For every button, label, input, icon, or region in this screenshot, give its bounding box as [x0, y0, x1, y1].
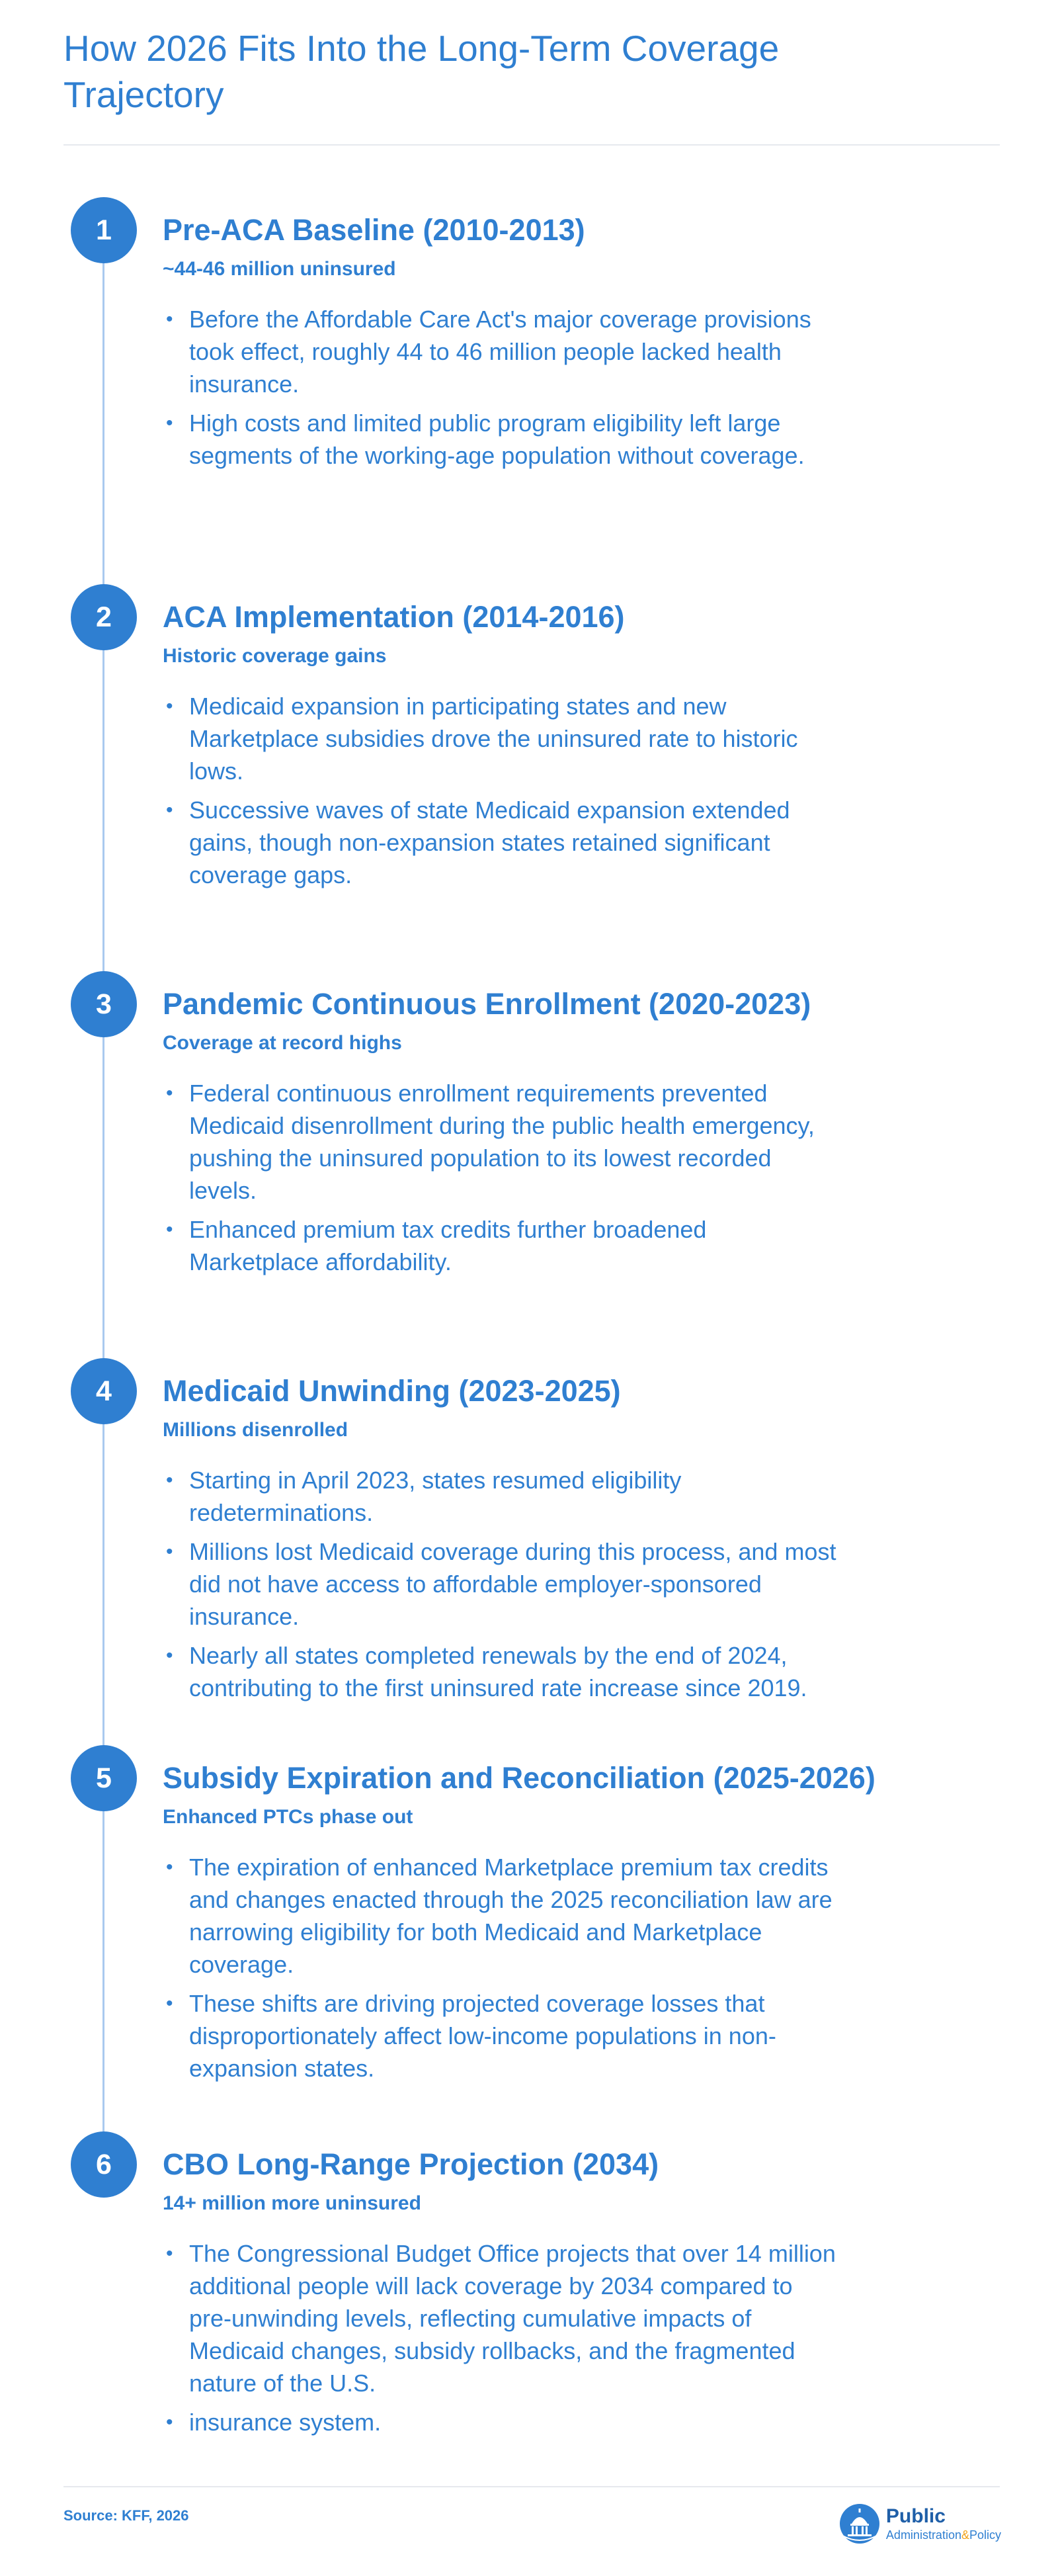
logo-subtitle: Administration&Policy — [885, 2528, 1001, 2542]
milestone-title: ACA Implementation (2014-2016) — [163, 600, 625, 634]
milestone-subtitle: 14+ million more uninsured — [163, 2192, 421, 2214]
milestone-bullet-list — [163, 2237, 837, 2445]
capitol-dome-icon — [838, 2503, 881, 2545]
bullet-item: • The expiration of enhanced Marketplace premium tax credits and changes enacted through the 2025 reconciliation law are narrowing eligibility for both Medicaid and Marketplace coverage. — [163, 1851, 837, 1981]
bullet-item: • Medicaid expansion in participating states and new Marketplace subsidies drove the uninsured rate to historic lows. — [163, 690, 837, 787]
step-number-badge: 3 — [71, 971, 137, 1037]
milestone-subtitle: Enhanced PTCs phase out — [163, 1806, 413, 1828]
timeline-line — [102, 230, 104, 2165]
milestone-subtitle: ~44-46 million uninsured — [163, 258, 396, 280]
bullet-item: • Federal continuous enrollment requirements prevented Medicaid disenrollment during the public health emergency, pushing the uninsured population to its lowest recorded levels. — [163, 1077, 837, 1207]
step-number-badge: 1 — [71, 197, 137, 263]
header-divider — [63, 144, 1000, 146]
milestone-title: CBO Long-Range Projection (2034) — [163, 2147, 659, 2181]
bullet-item: • The Congressional Budget Office projects that over 14 million additional people will lack coverage by 2034 compared to pre-unwinding levels, reflecting cumulative impacts of Medicaid changes, subsidy rollbacks, and the fragmented nature of the U.S. — [163, 2237, 837, 2399]
milestone-subtitle: Millions disenrolled — [163, 1419, 348, 1441]
bullet-item: • Nearly all states completed renewals by the end of 2024, contributing to the first uninsured rate increase since 2019. — [163, 1639, 837, 1704]
logo-name: Public — [885, 2505, 946, 2527]
milestone-title: Pandemic Continuous Enrollment (2020-2023) — [163, 987, 811, 1021]
milestone-bullet-list — [163, 690, 837, 898]
milestone-bullet-list — [163, 1851, 837, 2091]
milestone-title: Medicaid Unwinding (2023-2025) — [163, 1374, 621, 1408]
bullet-item: • Millions lost Medicaid coverage during this process, and most did not have access to affordable employer-sponsored insurance. — [163, 1535, 837, 1633]
bullet-item: • Starting in April 2023, states resumed eligibility redeterminations. — [163, 1464, 837, 1529]
bullet-item: • Successive waves of state Medicaid expansion extended gains, though non-expansion states retained significant coverage gaps. — [163, 794, 837, 891]
step-number-badge: 5 — [71, 1745, 137, 1811]
bullet-item: • High costs and limited public program eligibility left large segments of the working-age population without coverage. — [163, 407, 837, 472]
bullet-item: • Before the Affordable Care Act's major coverage provisions took effect, roughly 44 to 46 million people lacked health insurance. — [163, 303, 837, 400]
step-number-badge: 2 — [71, 584, 137, 650]
footer-divider — [63, 2486, 1000, 2487]
milestone-bullet-list — [163, 1077, 837, 1285]
milestone-title: Pre-ACA Baseline (2010-2013) — [163, 213, 585, 247]
milestone-bullet-list — [163, 303, 837, 478]
publisher-logo — [838, 2501, 1001, 2547]
source-note: Source: KFF, 2026 — [63, 2507, 189, 2524]
bullet-item: • These shifts are driving projected coverage losses that disproportionately affect low-income populations in non-expansion states. — [163, 1987, 837, 2084]
milestone-subtitle: Coverage at record highs — [163, 1032, 402, 1054]
step-number-badge: 4 — [71, 1358, 137, 1424]
page-title: How 2026 Fits Into the Long-Term Coverage Trajectory — [63, 28, 780, 115]
step-number-badge: 6 — [71, 2131, 137, 2198]
bullet-item: • Enhanced premium tax credits further broadened Marketplace affordability. — [163, 1213, 837, 1278]
milestone-title: Subsidy Expiration and Reconciliation (2025-2026) — [163, 1761, 875, 1795]
bullet-item: • insurance system. — [163, 2406, 837, 2438]
milestone-bullet-list — [163, 1464, 837, 1711]
milestone-subtitle: Historic coverage gains — [163, 645, 387, 667]
